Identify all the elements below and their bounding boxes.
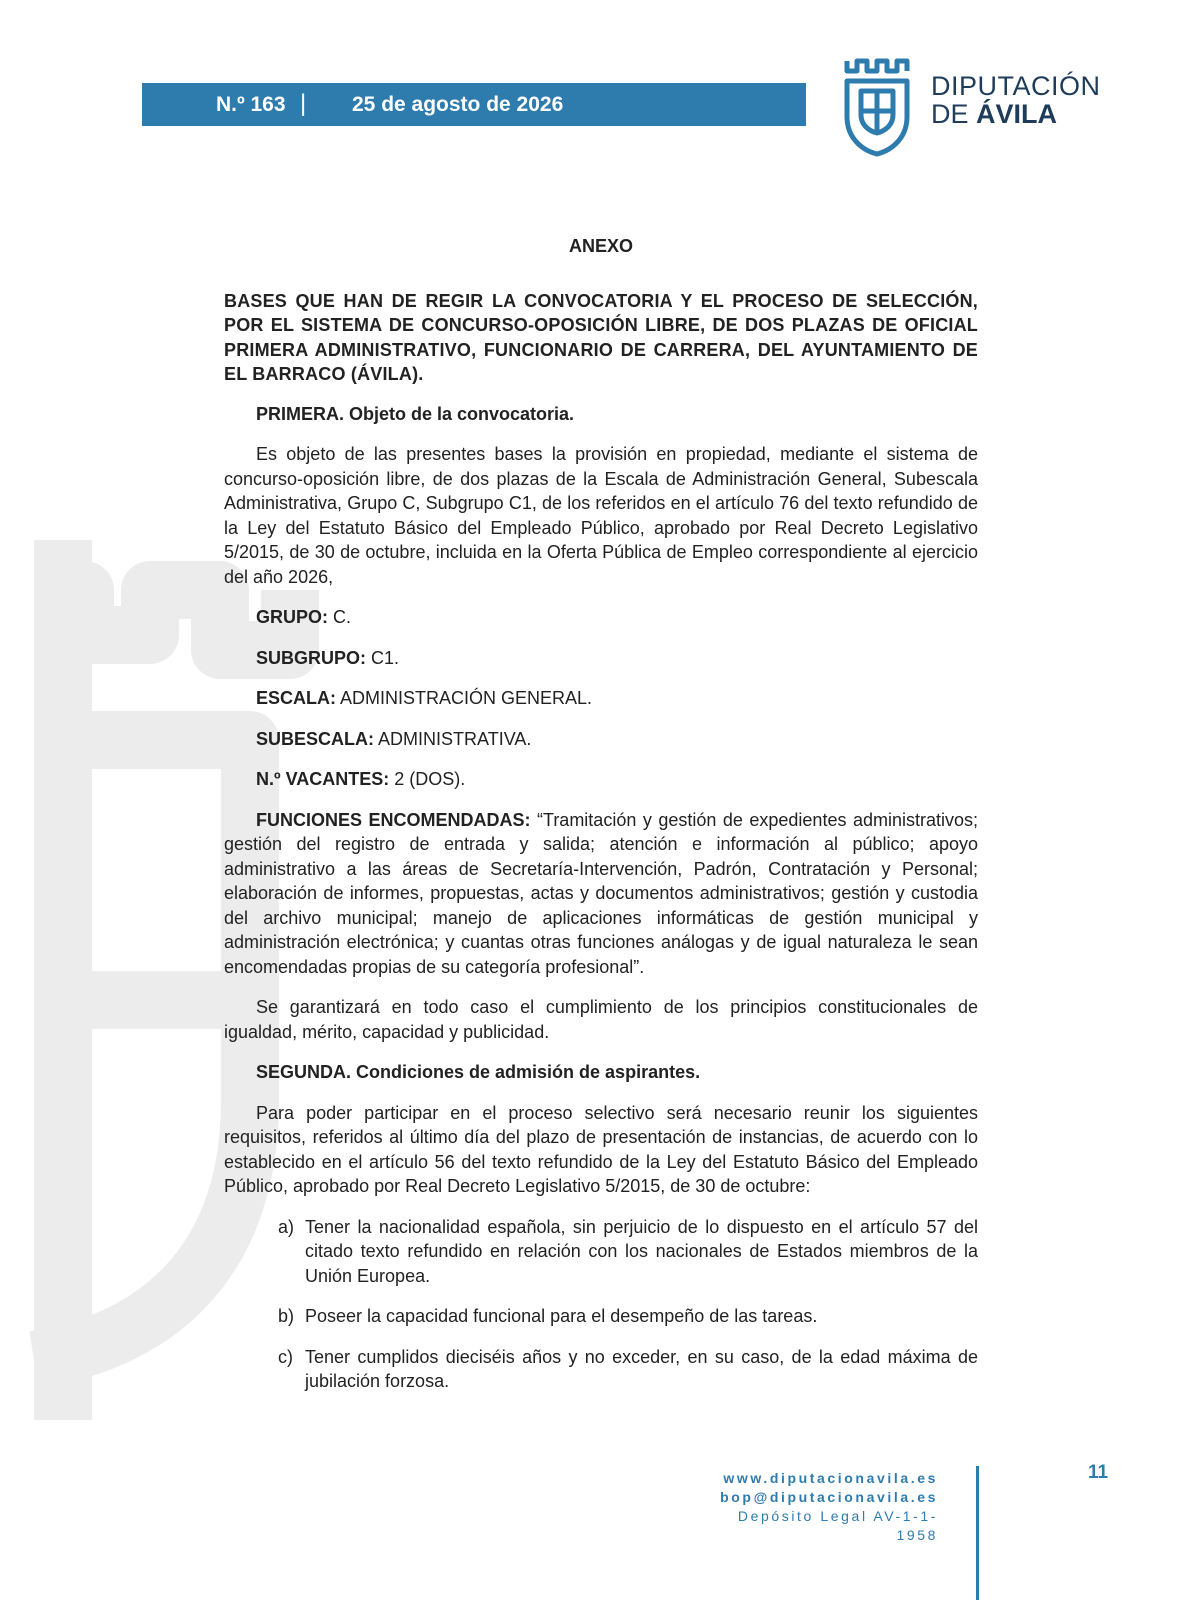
field-subgrupo: SUBGRUPO: C1. xyxy=(256,647,400,668)
field-grupo: GRUPO: C. xyxy=(256,607,352,627)
footer-contact xyxy=(708,1469,938,1545)
header-separator: | xyxy=(300,90,307,117)
logo-line-1: DIPUTACIÓN xyxy=(931,71,1101,101)
issue-date: 25 de agosto de 2026 xyxy=(352,93,564,116)
page-number: 11 xyxy=(1088,1462,1109,1483)
footer-divider xyxy=(976,1466,979,1600)
section2-paragraph: Para poder participar en el proceso selectivo será necesario reunir los siguientes requisitos, referidos al último día del plazo de presentación de instancias, de acuerdo con lo establecido en el artículo 56 del texto refundido de la Ley del Estatuto Básico del Empleado Público, aprobado por Real Decreto Legislativo 5/2015, de 30 de octubre: xyxy=(224,1102,978,1196)
footer-email[interactable]: bop@diputacionavila.es xyxy=(720,1489,938,1505)
section1-paragraph: Es objeto de las presentes bases la provisión en propiedad, mediante el sistema de concurso-oposición libre, de dos plazas de la Escala de Administración General, Subescala Administrativa, Grupo C, Subgrupo C1, de los referidos en el artículo 76 del texto refundido de la Ley del Estatuto Básico del Empleado Público, aprobado por Real Decreto Legislativo 5/2015, de 30 de octubre, incluida en la Oferta Pública de Empleo correspondiente al ejercicio del año 2026, xyxy=(224,444,978,587)
principles-paragraph: Se garantizará en todo caso el cumplimiento de los principios constitucionales de igualdad, mérito, capacidad y publicidad. xyxy=(224,997,978,1042)
document-title: BASES QUE HAN DE REGIR LA CONVOCATORIA Y EL PROCESO DE SELECCIÓN, POR EL SISTEMA DE CONCURSO-OPOSICIÓN LIBRE, DE DOS PLAZAS DE OFICIAL PRIMERA ADMINISTRATIVO, FUNCIONARIO DE CARRERA, DEL AYUNTAMIENTO DE EL BARRACO (ÁVILA). xyxy=(224,290,978,384)
logo-line-2: DE ÁVILA xyxy=(931,99,1058,129)
list-item: b) Poseer la capacidad funcional para el desempeño de las tareas. xyxy=(278,1306,818,1326)
footer-legal: Depósito Legal AV-1-1-1958 xyxy=(737,1508,938,1543)
issue-header-bar xyxy=(142,83,806,126)
list-item: a) Tener la nacionalidad española, sin perjuicio de lo dispuesto en el artículo 57 del citado texto refundido en relación con los nacionales de Estados miembros de la Unión Europea. xyxy=(278,1216,978,1286)
document-body xyxy=(224,234,978,1410)
requirements-list xyxy=(224,1215,978,1394)
list-item: c) Tener cumplidos dieciséis años y no exceder, en su caso, de la edad máxima de jubilación forzosa. xyxy=(278,1346,978,1391)
issue-number: N.º 163 xyxy=(216,93,286,116)
footer-website[interactable]: www.diputacionavila.es xyxy=(723,1470,938,1486)
section2-heading: SEGUNDA. Condiciones de admisión de aspirantes. xyxy=(256,1062,701,1082)
functions-paragraph: FUNCIONES ENCOMENDADAS: “Tramitación y gestión de expedientes administrativos; gestión del registro de entrada y salida; atención e información al público; apoyo administrativo a las áreas de Secretaría-Intervención, Padrón, Contratación y Personal; elaboración de informes, propuestas, actas y documentos administrativos; gestión y custodia del archivo municipal; manejo de aplicaciones informáticas de gestión municipal y administración electrónica; y cuantas otras funciones análogas y de igual naturaleza le sean encomendadas propias de su categoría profesional”. xyxy=(224,809,978,977)
field-vacantes: N.º VACANTES: 2 (DOS). xyxy=(256,769,466,789)
logo-wordmark xyxy=(931,72,1101,128)
field-escala: ESCALA: ADMINISTRACIÓN GENERAL. xyxy=(256,688,593,708)
section1-heading: PRIMERA. Objeto de la convocatoria. xyxy=(256,403,575,424)
field-subescala: SUBESCALA: ADMINISTRATIVA. xyxy=(256,728,532,749)
annex-heading: ANEXO xyxy=(568,236,633,256)
castle-shield-icon xyxy=(843,55,911,158)
